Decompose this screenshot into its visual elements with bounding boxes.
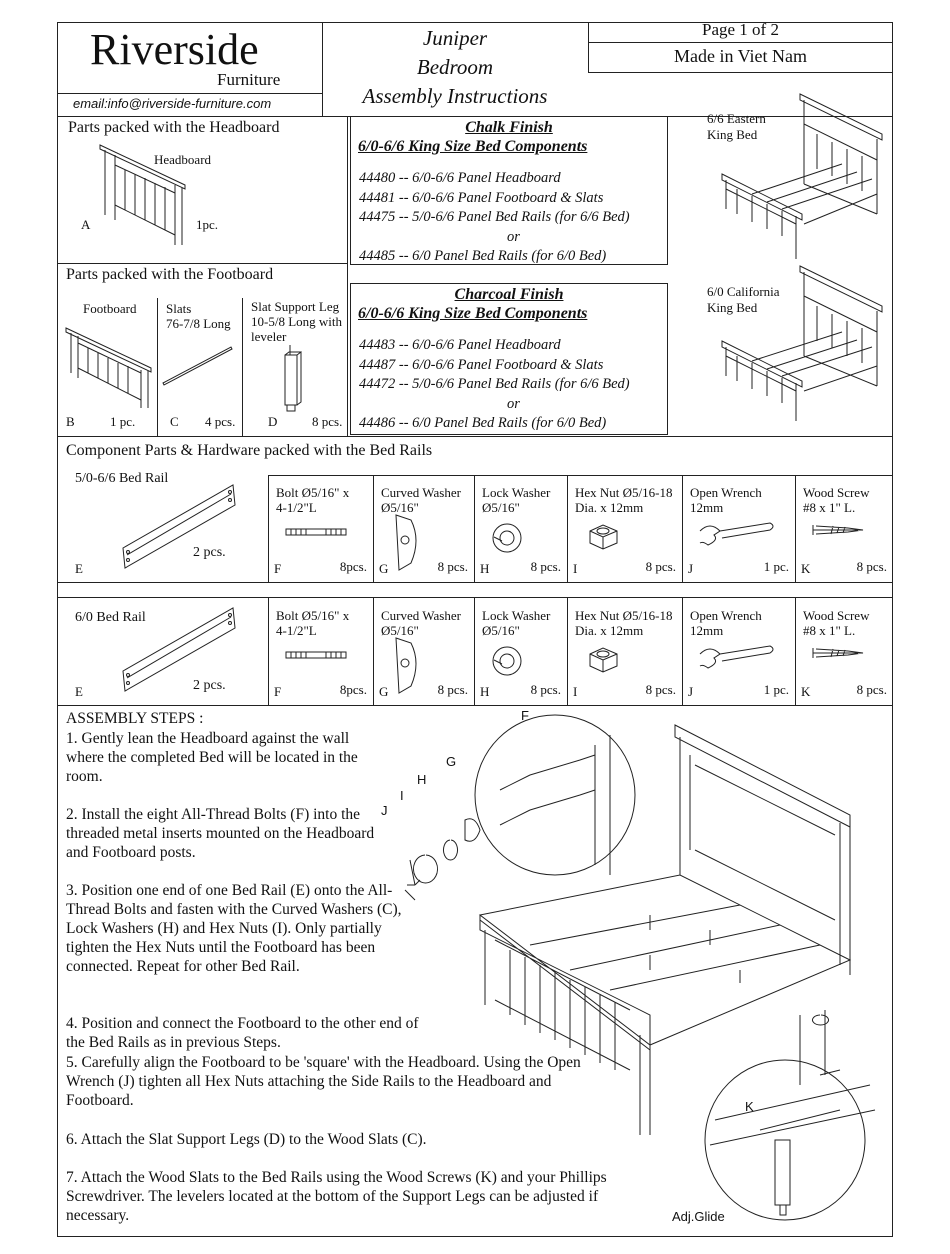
callout-adj-glide: Adj.Glide [672, 1209, 725, 1224]
divider [57, 436, 893, 437]
part-letter: C [170, 414, 179, 429]
component-line: or [507, 228, 520, 245]
divider [57, 597, 893, 598]
title-line: Bedroom [416, 55, 494, 79]
part-letter: A [81, 217, 91, 232]
bed-rail-illustration [123, 480, 238, 565]
part-letter: F [274, 561, 282, 576]
divider [373, 598, 374, 705]
divider [567, 598, 568, 705]
part-label: Slat Support Leg 10-5/8 Long with leveler [251, 299, 342, 344]
origin: Made in Viet Nam [673, 46, 808, 66]
part-qty: 8 pcs. [437, 682, 468, 697]
component-line: 44481 -- 6/0-6/6 Panel Footboard & Slats [359, 189, 604, 206]
part-letter: E [75, 684, 83, 699]
part-qty: 8pcs. [339, 682, 367, 697]
part-qty: 8 pcs. [856, 559, 887, 574]
callout-h: H [417, 772, 427, 787]
callout-i: I [400, 788, 404, 803]
part-letter: I [573, 684, 578, 699]
part-qty: 8 pcs. [645, 682, 676, 697]
chalk-subtitle: 6/0-6/6 King Size Bed Components [358, 138, 588, 155]
callout-f: F [521, 708, 529, 723]
hardware-label: Wood Screw #8 x 1" L. [803, 485, 870, 515]
divider [373, 475, 374, 582]
divider [588, 72, 893, 73]
component-line: 44472 -- 5/0-6/6 Panel Bed Rails (for 6/6 Bed) [359, 376, 630, 392]
assembly-step: 6. Attach the Slat Support Legs (D) to the Wood Slats (C). [66, 1131, 427, 1148]
part-label: Slats 76-7/8 Long [166, 301, 231, 331]
part-qty: 8 pcs. [437, 559, 468, 574]
bed-rail-illustration [123, 603, 238, 688]
bed-rail-label: 6/0 Bed Rail [75, 610, 146, 625]
divider [567, 475, 568, 582]
part-qty: 8 pcs. [856, 682, 887, 697]
part-letter: K [801, 561, 811, 576]
part-letter: F [274, 684, 282, 699]
part-letter: D [268, 414, 278, 429]
callout-k: K [745, 1099, 754, 1114]
callout-g: G [446, 754, 457, 769]
divider [268, 475, 269, 582]
california-king-bed-illustration [722, 266, 887, 426]
components-title: Component Parts & Hardware packed with the Bed Rails [66, 442, 433, 459]
brand-logo: Riverside [90, 25, 259, 74]
part-letter: G [379, 684, 389, 699]
bed-rail-label: 5/0-6/6 Bed Rail [75, 471, 169, 486]
assembly-step: 7. Attach the Wood Slats to the Bed Rails using the Wood Screws (K) and your Phillips Screwdriver. The levelers located at the bottom of the Support Legs can be adjusted if necessary. [66, 1169, 607, 1224]
hardware-label: Hex Nut Ø5/16-18 Dia. x 12mm [575, 485, 673, 515]
hardware-label: Curved Washer Ø5/16" [381, 485, 461, 515]
part-letter: H [480, 684, 490, 699]
part-label: Footboard [83, 301, 137, 316]
hardware-label: Curved Washer Ø5/16" [381, 608, 461, 638]
footboard-illustration [66, 328, 156, 408]
component-line: 44475 -- 5/0-6/6 Panel Bed Rails (for 6/6 Bed) [359, 209, 630, 225]
assembly-step: 2. Install the eight All-Thread Bolts (F) into the threaded metal inserts mounted on the Headboard and Footboard posts. [66, 806, 375, 861]
divider [57, 263, 347, 264]
divider [795, 475, 796, 582]
support-leg-illustration [282, 345, 312, 415]
divider [57, 93, 322, 94]
charcoal-subtitle: 6/0-6/6 King Size Bed Components [358, 305, 588, 322]
divider [268, 598, 269, 705]
assembly-step: 1. Gently lean the Headboard against the wall where the completed Bed will be located in the room. [66, 730, 358, 785]
assembly-step: 3. Position one end of one Bed Rail (E) onto the All-Thread Bolts and fasten with the Curved Washers (C), Lock Washers (H) and Hex Nuts (I). Only partially tighten the Hex Nuts until the Footboard has been connected. Repeat for other Bed Rail. [66, 882, 402, 975]
divider [474, 598, 475, 705]
part-qty: 8 pcs. [645, 559, 676, 574]
part-letter: B [66, 414, 75, 429]
component-line: or [507, 395, 520, 412]
divider [242, 298, 243, 436]
part-qty: 8 pcs. [530, 559, 561, 574]
part-letter: K [801, 684, 811, 699]
chalk-title: Chalk Finish [465, 119, 553, 136]
hardware-label: Open Wrench 12mm [690, 608, 762, 638]
document-title [322, 24, 588, 111]
footboard-section-title: Parts packed with the Footboard [66, 266, 274, 283]
bed-label: 6/0 California King Bed [707, 284, 780, 315]
part-letter: J [688, 684, 694, 699]
headboard-illustration [100, 145, 190, 245]
assembly-step: 5. Carefully align the Footboard to be 'square' with the Headboard. Using the Open Wrench (J) tighten all Hex Nuts attaching the Side Rails to the Headboard and Footboard. [66, 1054, 581, 1109]
assembly-step: 4. Position and connect the Footboard to the other end of the Bed Rails as in previous Steps. [66, 1015, 419, 1051]
hardware-label: Lock Washer Ø5/16" [482, 608, 551, 638]
component-line: 44480 -- 6/0-6/6 Panel Headboard [359, 170, 561, 186]
title-line: Assembly Instructions [362, 84, 548, 108]
divider [268, 475, 893, 476]
hardware-label: Wood Screw #8 x 1" L. [803, 608, 870, 638]
hardware-label: Open Wrench 12mm [690, 485, 762, 515]
assembly-diagram [380, 715, 890, 1230]
divider [474, 475, 475, 582]
callout-j: J [381, 803, 388, 818]
part-qty: 8 pcs. [312, 414, 343, 429]
page-number: Page 1 of 2 [702, 20, 779, 39]
assembly-title: ASSEMBLY STEPS : [66, 710, 204, 727]
hardware-label: Lock Washer Ø5/16" [482, 485, 551, 515]
email: email:info@riverside-furniture.com [73, 96, 272, 111]
part-letter: E [75, 561, 83, 576]
charcoal-list [359, 336, 630, 434]
hardware-label: Bolt Ø5/16" x 4-1/2"L [276, 485, 350, 515]
part-qty: 8pcs. [339, 559, 367, 574]
charcoal-title: Charcoal Finish [454, 286, 564, 303]
divider [588, 42, 893, 43]
divider [347, 116, 348, 436]
part-qty: 1 pc. [763, 559, 789, 574]
part-qty: 1pc. [196, 217, 219, 232]
slat-illustration [163, 345, 233, 385]
part-qty: 8 pcs. [530, 682, 561, 697]
component-line: 44485 -- 6/0 Panel Bed Rails (for 6/0 Bed) [359, 248, 607, 264]
divider [795, 598, 796, 705]
component-line: 44486 -- 6/0 Panel Bed Rails (for 6/0 Bed) [359, 415, 607, 431]
divider [682, 475, 683, 582]
hardware-label: Bolt Ø5/16" x 4-1/2"L [276, 608, 350, 638]
part-qty: 2 pcs. [193, 545, 226, 560]
part-letter: G [379, 561, 389, 576]
divider [682, 598, 683, 705]
part-label: Headboard [154, 152, 212, 167]
part-letter: H [480, 561, 490, 576]
divider [157, 298, 158, 436]
bed-label: 6/6 Eastern King Bed [707, 111, 766, 142]
eastern-king-bed-illustration [722, 94, 887, 264]
headboard-section-title: Parts packed with the Headboard [68, 119, 280, 136]
title-line: Juniper [422, 26, 488, 50]
part-letter: I [573, 561, 578, 576]
part-letter: J [688, 561, 694, 576]
part-qty: 2 pcs. [193, 678, 226, 693]
brand-sub: Furniture [217, 70, 281, 89]
component-line: 44483 -- 6/0-6/6 Panel Headboard [359, 337, 561, 353]
part-qty: 1 pc. [763, 682, 789, 697]
component-line: 44487 -- 6/0-6/6 Panel Footboard & Slats [359, 356, 604, 373]
part-qty: 4 pcs. [205, 414, 236, 429]
chalk-list [359, 169, 630, 267]
hardware-label: Hex Nut Ø5/16-18 Dia. x 12mm [575, 608, 673, 638]
part-qty: 1 pc. [110, 414, 136, 429]
